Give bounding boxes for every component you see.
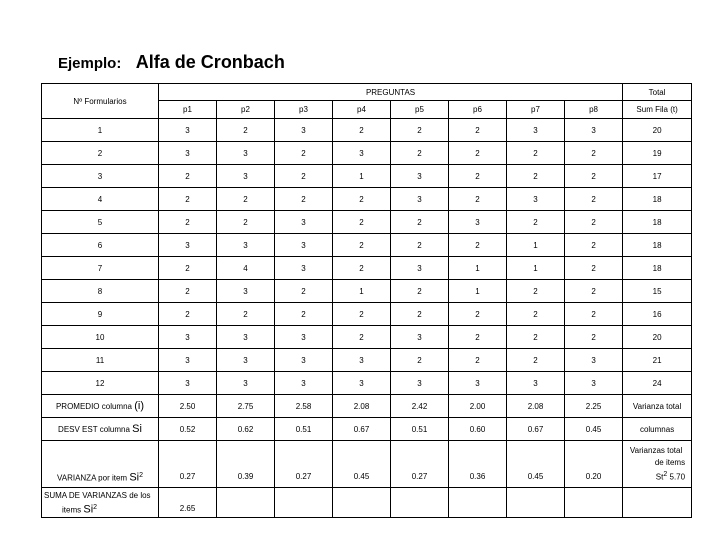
empty-cell <box>623 488 692 518</box>
answer-cell: 2 <box>217 211 275 234</box>
answer-cell: 3 <box>217 326 275 349</box>
answer-cell: 1 <box>333 280 391 303</box>
varianza-label <box>42 441 159 488</box>
answer-cell: 3 <box>565 349 623 372</box>
suma-sup: 2 <box>93 504 98 511</box>
form-number: 12 <box>42 372 159 395</box>
answer-cell: 3 <box>217 142 275 165</box>
title-main: Alfa de Cronbach <box>135 52 285 72</box>
answer-cell: 2 <box>565 142 623 165</box>
promedio-symbol: (i) <box>134 399 145 412</box>
suma-value: 2.65 <box>159 488 217 518</box>
answer-cell: 2 <box>275 280 333 303</box>
answer-cell: 3 <box>391 326 449 349</box>
empty-cell <box>333 488 391 518</box>
row-sum: 20 <box>623 119 692 142</box>
vtot-sup: 2 <box>663 470 668 478</box>
answer-cell: 2 <box>217 188 275 211</box>
desv-value: 0.67 <box>507 418 565 441</box>
answer-cell: 2 <box>449 234 507 257</box>
varianza-value: 0.27 <box>275 441 333 488</box>
empty-cell <box>275 488 333 518</box>
row-sum: 16 <box>623 303 692 326</box>
answer-cell: 2 <box>565 234 623 257</box>
answer-cell: 1 <box>449 257 507 280</box>
desv-value: 0.62 <box>217 418 275 441</box>
answer-cell: 3 <box>333 349 391 372</box>
row-sum: 20 <box>623 326 692 349</box>
promedio-value: 2.25 <box>565 395 623 418</box>
answer-cell: 2 <box>333 188 391 211</box>
row-sum: 18 <box>623 188 692 211</box>
answer-cell: 2 <box>565 326 623 349</box>
answer-cell: 2 <box>449 142 507 165</box>
answer-cell: 2 <box>275 142 333 165</box>
answer-cell: 3 <box>159 372 217 395</box>
answer-cell: 3 <box>391 188 449 211</box>
suma-symbol: Si <box>83 503 94 516</box>
answer-cell: 2 <box>159 280 217 303</box>
answer-cell: 3 <box>275 372 333 395</box>
vtot-line-1: Varianzas total <box>629 445 683 455</box>
table-row <box>42 257 692 280</box>
header-total: Total <box>623 84 692 101</box>
answer-cell: 2 <box>565 165 623 188</box>
header-row-1 <box>42 84 692 101</box>
answer-cell: 2 <box>507 303 565 326</box>
answer-cell: 2 <box>333 257 391 280</box>
row-sum: 21 <box>623 349 692 372</box>
answer-cell: 2 <box>507 349 565 372</box>
answer-cell: 2 <box>333 211 391 234</box>
answer-cell: 1 <box>507 257 565 280</box>
table-row <box>42 303 692 326</box>
answer-cell: 2 <box>449 349 507 372</box>
varianza-value: 0.36 <box>449 441 507 488</box>
desv-value: 0.60 <box>449 418 507 441</box>
answer-cell: 2 <box>275 165 333 188</box>
answer-cell: 3 <box>449 372 507 395</box>
vtot-line-2: de items <box>654 457 686 467</box>
answer-cell: 2 <box>391 349 449 372</box>
promedio-value: 2.08 <box>507 395 565 418</box>
form-number: 1 <box>42 119 159 142</box>
header-formularios: Nº Formularios <box>42 84 159 119</box>
answer-cell: 3 <box>391 257 449 280</box>
header-preguntas: PREGUNTAS <box>159 84 623 101</box>
table-row <box>42 165 692 188</box>
answer-cell: 2 <box>275 303 333 326</box>
suma-row <box>42 488 692 518</box>
answer-cell: 3 <box>275 349 333 372</box>
header-question: p1 <box>159 101 217 119</box>
answer-cell: 2 <box>391 119 449 142</box>
answer-cell: 2 <box>159 257 217 280</box>
varianza-value: 0.27 <box>159 441 217 488</box>
answer-cell: 2 <box>159 303 217 326</box>
answer-cell: 3 <box>275 257 333 280</box>
answer-cell: 2 <box>275 188 333 211</box>
answer-cell: 3 <box>449 211 507 234</box>
promedio-value: 2.50 <box>159 395 217 418</box>
answer-cell: 2 <box>565 280 623 303</box>
form-number: 4 <box>42 188 159 211</box>
answer-cell: 2 <box>449 303 507 326</box>
answer-cell: 3 <box>217 165 275 188</box>
desv-symbol: Si <box>132 422 142 435</box>
answer-cell: 2 <box>391 142 449 165</box>
desv-value: 0.45 <box>565 418 623 441</box>
desv-label-text: DESV EST columna <box>58 424 130 434</box>
header-question: p6 <box>449 101 507 119</box>
answer-cell: 3 <box>275 234 333 257</box>
empty-cell <box>391 488 449 518</box>
answer-cell: 2 <box>507 326 565 349</box>
answer-cell: 3 <box>565 119 623 142</box>
varianza-total-label: Varianza total <box>623 395 692 418</box>
answer-cell: 3 <box>159 119 217 142</box>
answer-cell: 2 <box>507 142 565 165</box>
varianza-sup: 2 <box>139 472 143 480</box>
answer-cell: 2 <box>159 165 217 188</box>
varianza-symbol: Si <box>129 472 140 484</box>
form-number: 10 <box>42 326 159 349</box>
header-question: p4 <box>333 101 391 119</box>
form-number: 8 <box>42 280 159 303</box>
promedio-row <box>42 395 692 418</box>
answer-cell: 3 <box>275 211 333 234</box>
vtot-line-3 <box>623 469 685 484</box>
answer-cell: 3 <box>159 142 217 165</box>
table-row <box>42 211 692 234</box>
answer-cell: 3 <box>159 349 217 372</box>
desv-row <box>42 418 692 441</box>
answer-cell: 3 <box>507 188 565 211</box>
promedio-value: 2.42 <box>391 395 449 418</box>
suma-line-1: SUMA DE VARIANZAS de los <box>44 491 151 500</box>
answer-cell: 3 <box>217 234 275 257</box>
row-sum: 15 <box>623 280 692 303</box>
answer-cell: 4 <box>217 257 275 280</box>
header-sum-fila: Sum Fila (t) <box>623 101 692 119</box>
vtot-value: 5.70 <box>669 472 686 482</box>
row-sum: 18 <box>623 211 692 234</box>
desv-value: 0.51 <box>275 418 333 441</box>
row-sum: 17 <box>623 165 692 188</box>
answer-cell: 2 <box>159 188 217 211</box>
empty-cell <box>449 488 507 518</box>
answer-cell: 1 <box>507 234 565 257</box>
answer-cell: 3 <box>507 119 565 142</box>
page-title <box>58 52 285 73</box>
answer-cell: 2 <box>507 211 565 234</box>
suma-line-2 <box>44 502 158 517</box>
empty-cell <box>507 488 565 518</box>
answer-cell: 2 <box>565 211 623 234</box>
header-question: p8 <box>565 101 623 119</box>
answer-cell: 3 <box>507 372 565 395</box>
promedio-label-text: PROMEDIO columna <box>55 401 132 411</box>
answer-cell: 3 <box>391 372 449 395</box>
answer-cell: 3 <box>333 142 391 165</box>
header-question: p7 <box>507 101 565 119</box>
table-row <box>42 326 692 349</box>
table-row <box>42 280 692 303</box>
title-prefix: Ejemplo: <box>58 55 122 72</box>
answer-cell: 3 <box>333 372 391 395</box>
form-number: 5 <box>42 211 159 234</box>
answer-cell: 2 <box>565 303 623 326</box>
answer-cell: 2 <box>449 188 507 211</box>
cronbach-table <box>41 83 692 518</box>
varianza-label-text: VARIANZA por item <box>56 474 128 483</box>
answer-cell: 2 <box>391 211 449 234</box>
answer-cell: 2 <box>217 303 275 326</box>
answer-cell: 3 <box>275 326 333 349</box>
answer-cell: 3 <box>217 349 275 372</box>
answer-cell: 3 <box>159 326 217 349</box>
varianza-value: 0.20 <box>565 441 623 488</box>
promedio-value: 2.58 <box>275 395 333 418</box>
answer-cell: 1 <box>333 165 391 188</box>
table-row <box>42 372 692 395</box>
empty-cell <box>565 488 623 518</box>
form-number: 7 <box>42 257 159 280</box>
form-number: 6 <box>42 234 159 257</box>
answer-cell: 2 <box>159 211 217 234</box>
answer-cell: 3 <box>275 119 333 142</box>
answer-cell: 2 <box>333 303 391 326</box>
answer-cell: 1 <box>449 280 507 303</box>
answer-cell: 3 <box>391 165 449 188</box>
varianza-row <box>42 441 692 488</box>
answer-cell: 2 <box>507 165 565 188</box>
answer-cell: 2 <box>565 257 623 280</box>
row-sum: 18 <box>623 257 692 280</box>
promedio-value: 2.00 <box>449 395 507 418</box>
form-number: 2 <box>42 142 159 165</box>
promedio-value: 2.08 <box>333 395 391 418</box>
table-row <box>42 188 692 211</box>
suma-label <box>42 488 159 518</box>
promedio-label <box>42 395 159 418</box>
answer-cell: 2 <box>449 326 507 349</box>
varianza-value: 0.27 <box>391 441 449 488</box>
promedio-value: 2.75 <box>217 395 275 418</box>
answer-cell: 2 <box>217 119 275 142</box>
answer-cell: 2 <box>333 234 391 257</box>
columnas-label: columnas <box>623 418 692 441</box>
answer-cell: 2 <box>391 303 449 326</box>
answer-cell: 2 <box>449 119 507 142</box>
empty-cell <box>217 488 275 518</box>
answer-cell: 2 <box>565 188 623 211</box>
form-number: 9 <box>42 303 159 326</box>
answer-cell: 2 <box>391 234 449 257</box>
vtot-symbol: St <box>655 472 664 482</box>
row-sum: 18 <box>623 234 692 257</box>
answer-cell: 3 <box>159 234 217 257</box>
table-row <box>42 142 692 165</box>
answer-cell: 2 <box>391 280 449 303</box>
answer-cell: 3 <box>217 280 275 303</box>
varianza-value: 0.45 <box>333 441 391 488</box>
varianza-value: 0.45 <box>507 441 565 488</box>
answer-cell: 2 <box>333 326 391 349</box>
header-question: p3 <box>275 101 333 119</box>
table-row <box>42 349 692 372</box>
answer-cell: 3 <box>217 372 275 395</box>
header-question: p2 <box>217 101 275 119</box>
answer-cell: 3 <box>565 372 623 395</box>
suma-items-text: items <box>62 505 82 515</box>
desv-value: 0.52 <box>159 418 217 441</box>
form-number: 3 <box>42 165 159 188</box>
varianza-value: 0.39 <box>217 441 275 488</box>
header-question: p5 <box>391 101 449 119</box>
answer-cell: 2 <box>507 280 565 303</box>
form-number: 11 <box>42 349 159 372</box>
row-sum: 24 <box>623 372 692 395</box>
varianza-total-items <box>623 441 692 488</box>
desv-value: 0.67 <box>333 418 391 441</box>
answer-cell: 2 <box>333 119 391 142</box>
desv-label <box>42 418 159 441</box>
row-sum: 19 <box>623 142 692 165</box>
table-row <box>42 119 692 142</box>
desv-value: 0.51 <box>391 418 449 441</box>
answer-cell: 2 <box>449 165 507 188</box>
table-row <box>42 234 692 257</box>
